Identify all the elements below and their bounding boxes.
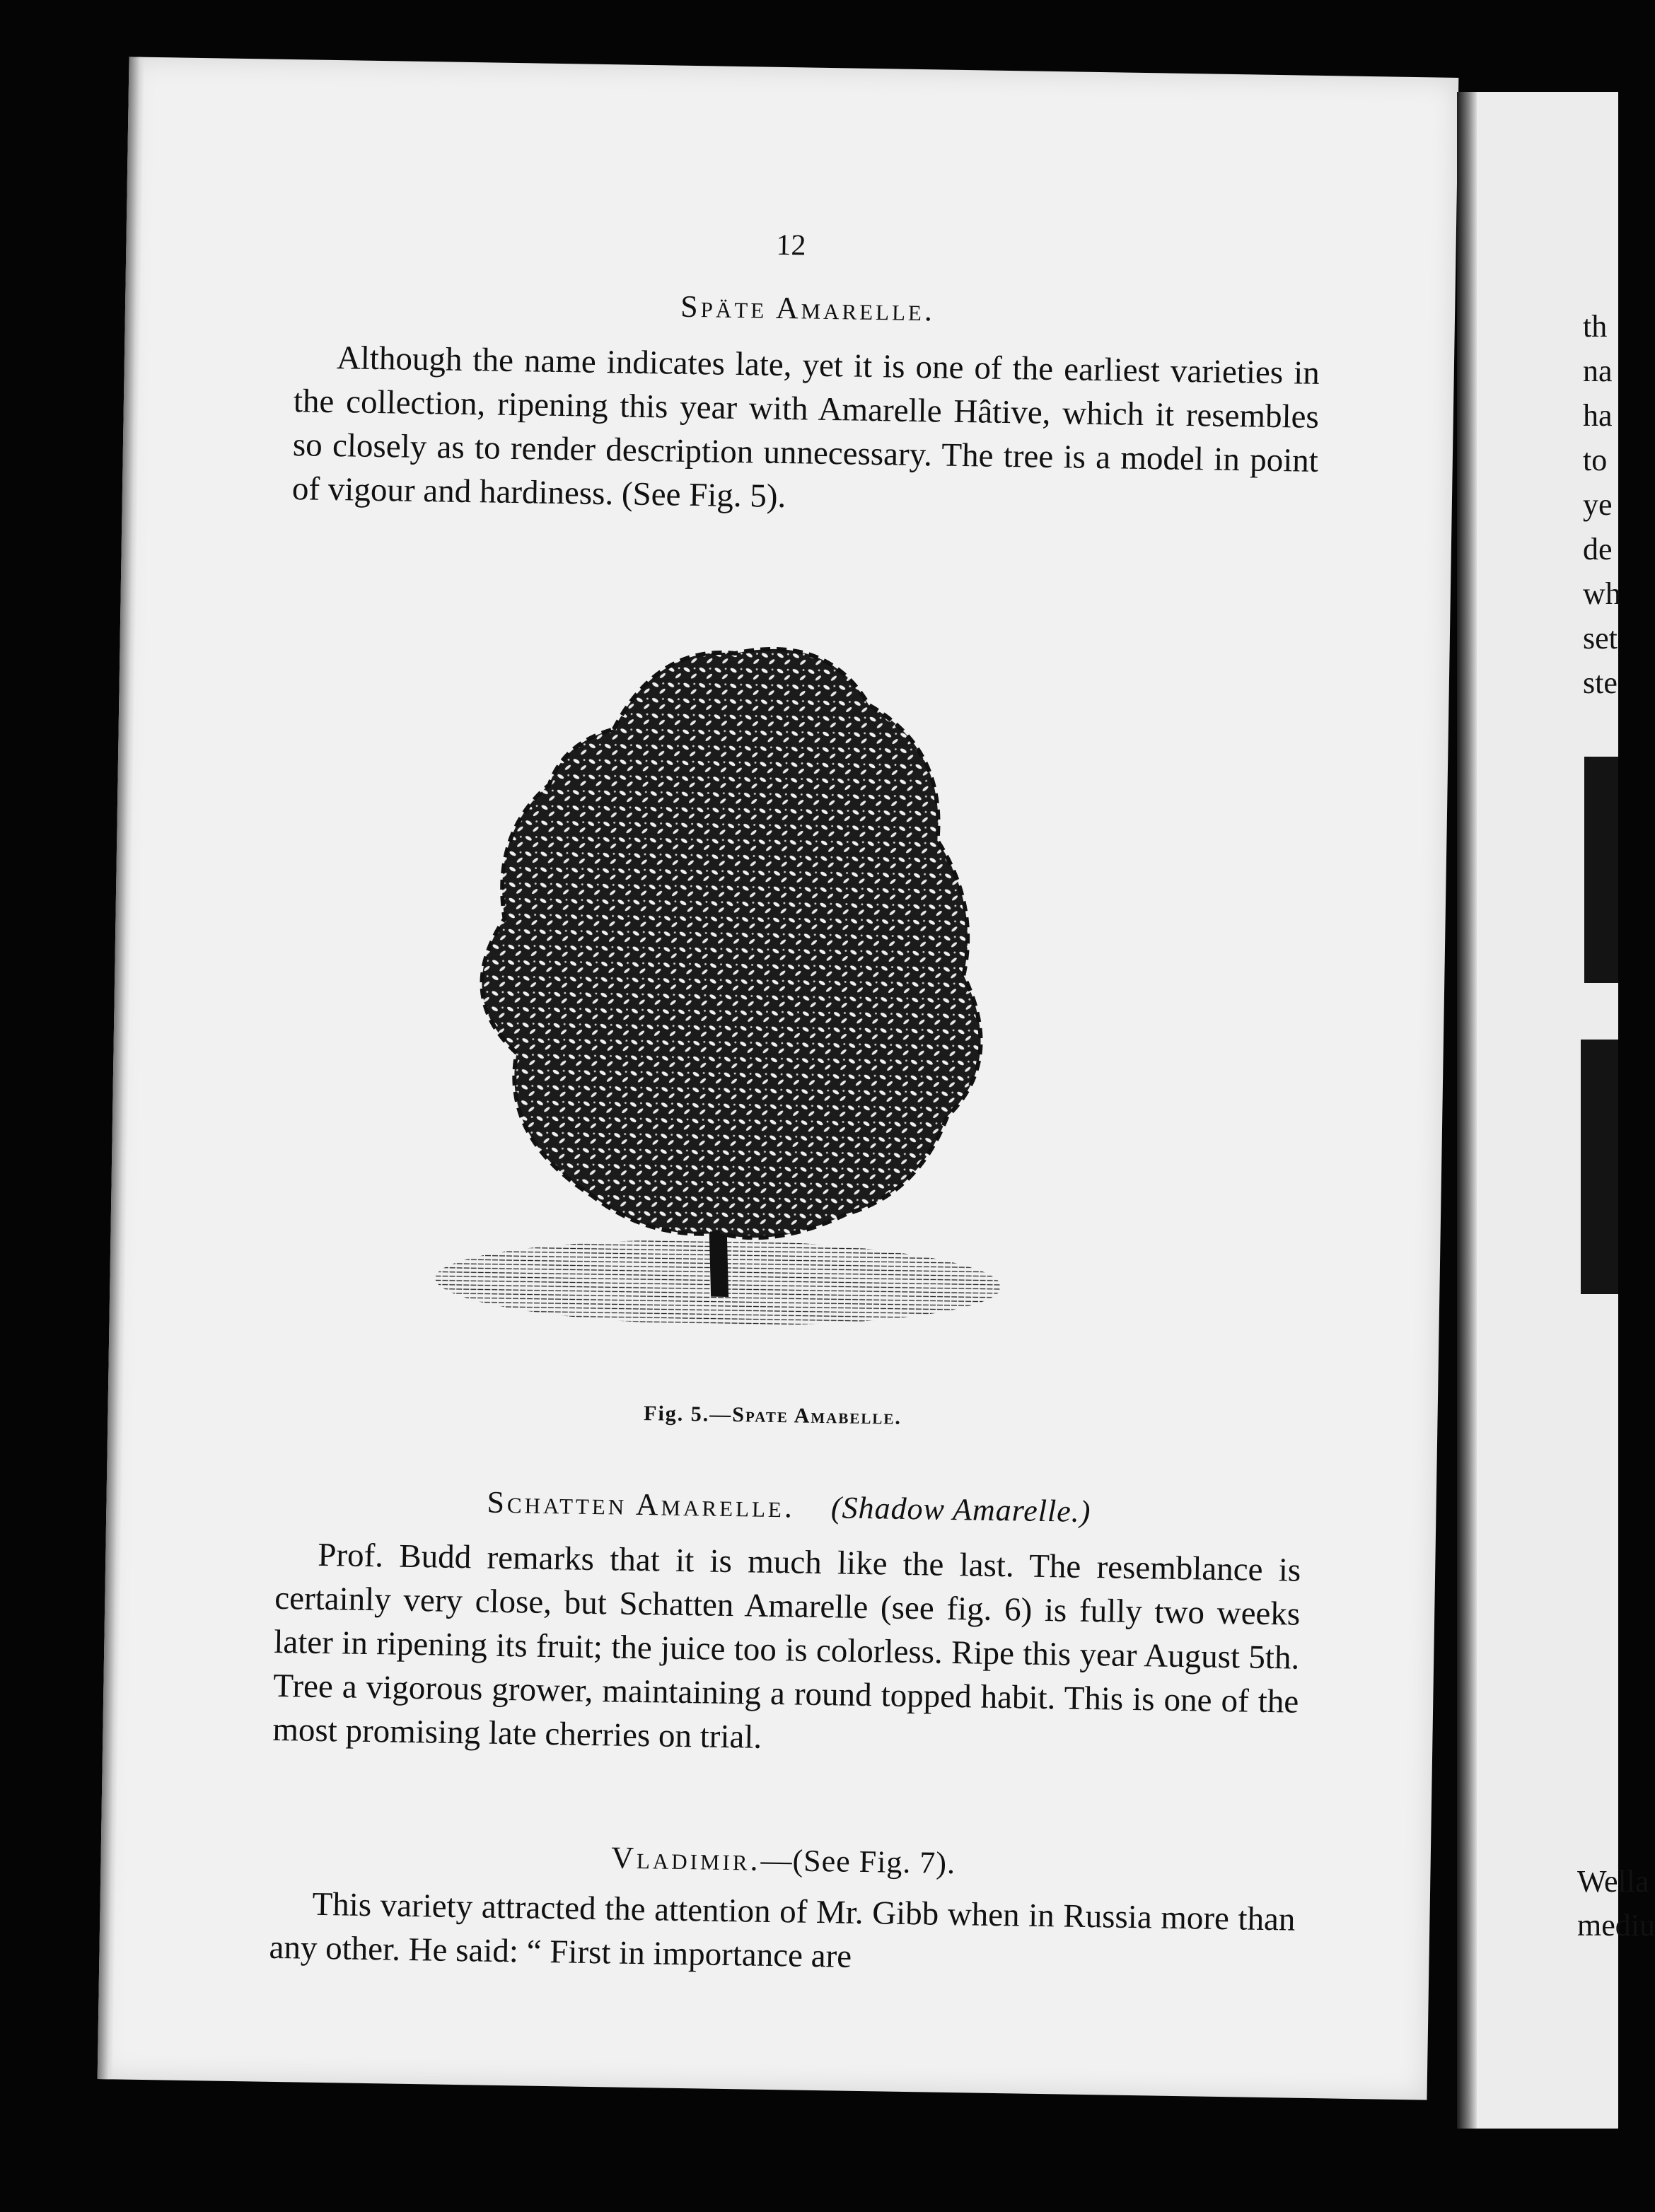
section-heading: Späte Amarelle. [680, 289, 936, 328]
section-paragraph: This variety attracted the attention of Mr. Gibb when in Russia more than any other. He said: “ First in importance are [269, 1885, 1296, 1975]
facing-page [1457, 92, 1655, 2129]
facing-illustration-fragment [1581, 1040, 1618, 1294]
facing-illustration-fragment [1584, 757, 1618, 983]
section-paragraph: Prof. Budd remarks that it is much like the last. The resemblance is certainly very close, but Schatten Amarelle (see fig. 6) is fully two weeks later in ripening its fruit; the juice too is colorless. Ripe this year August 5th. Tree a vigorous grower, maintaining a round topped habit. This is one of the most promising late cherries on trial. [272, 1536, 1301, 1756]
section-heading-italic: (Shadow Amarelle.) [830, 1490, 1091, 1530]
section-heading-suffix: —(See Fig. 7). [760, 1842, 956, 1881]
figure-caption-prefix: Fig. 5.— [643, 1402, 733, 1427]
page-gutter [1457, 92, 1477, 2129]
figure-caption [108, 1393, 1437, 1438]
section-schatten-amarelle [272, 1481, 1302, 1768]
section-heading-main: Vladimir. [610, 1840, 761, 1878]
page-number: 12 [776, 228, 806, 262]
section-heading [270, 1834, 1296, 1887]
figure-caption-title: Spate Amabelle. [732, 1403, 902, 1429]
section-spate-amarelle [292, 282, 1321, 527]
section-vladimir [269, 1834, 1296, 1986]
facing-text-fragments: th na ha to ye de wh set ste [1583, 309, 1621, 700]
tree-illustration [391, 599, 1054, 1387]
section-heading [276, 1481, 1302, 1533]
section-paragraph: Although the name indicates late, yet it is one of the earliest varieties in the collection, ripening this year with Amarelle Hâtive, which it resembles so closely as to render description unnecessary. The tree is a model in point of vigour and hardiness. (See Fig. 5). [291, 339, 1320, 516]
page-edge [98, 57, 145, 2079]
facing-text-fragments-bottom: Wella mediu [1577, 1864, 1655, 1943]
book-page [98, 57, 1459, 2100]
section-heading-main: Schatten Amarelle. [487, 1484, 796, 1525]
